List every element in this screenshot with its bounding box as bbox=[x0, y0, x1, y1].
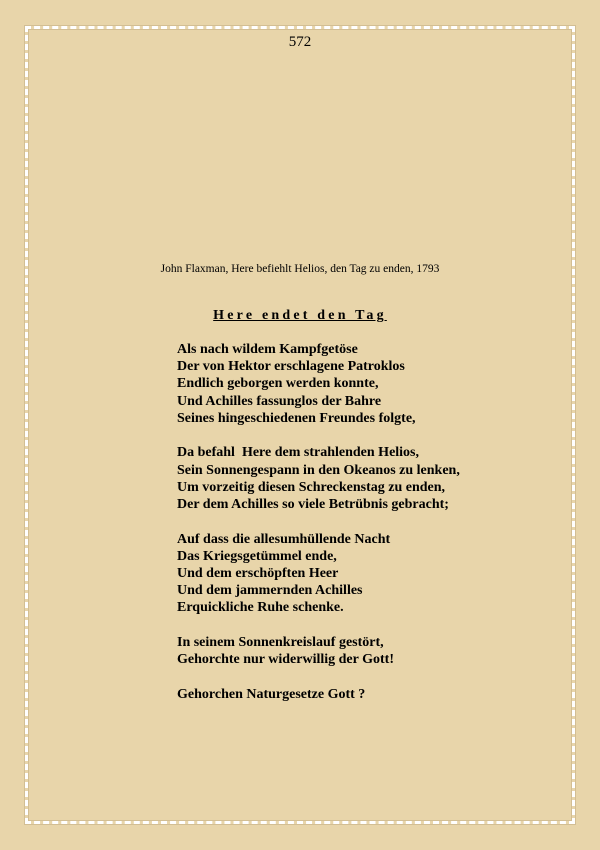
page-number: 572 bbox=[288, 34, 312, 50]
poem-line: In seinem Sonnenkreislauf gestört, bbox=[177, 635, 384, 651]
poem-line: Das Kriegsgetümmel ende, bbox=[177, 548, 337, 564]
image-caption: John Flaxman, Here befiehlt Helios, den Tag zu enden, 1793 bbox=[160, 263, 440, 275]
stanza-3 bbox=[177, 531, 460, 617]
poem-line: Um vorzeitig diesen Schreckenstag zu enden, bbox=[177, 479, 446, 495]
poem-line: Erquickliche Ruhe schenke. bbox=[177, 600, 344, 616]
poem-body bbox=[177, 341, 460, 720]
poem-line: Und dem erschöpften Heer bbox=[177, 566, 339, 582]
poem-line: Und Achilles fassunglos der Bahre bbox=[177, 393, 382, 409]
poem-line: Der dem Achilles so viele Betrübnis gebracht; bbox=[177, 497, 449, 513]
poem-line: Gehorchen Naturgesetze Gott ? bbox=[177, 686, 366, 702]
poem-line: Der von Hektor erschlagene Patroklos bbox=[177, 359, 405, 375]
stanza-5 bbox=[177, 686, 460, 703]
poem-line: Gehorchte nur widerwillig der Gott! bbox=[177, 652, 394, 668]
stanza-2 bbox=[177, 444, 460, 513]
poem-line: Da befahl Here dem strahlenden Helios, bbox=[177, 445, 420, 461]
poem-line: Auf dass die allesumhüllende Nacht bbox=[177, 531, 391, 547]
poem-line: Und dem jammernden Achilles bbox=[177, 583, 363, 599]
stanza-1 bbox=[177, 341, 460, 427]
poem-line: Sein Sonnengespann in den Okeanos zu lenken, bbox=[177, 462, 460, 478]
poem-title: Here endet den Tag bbox=[213, 308, 387, 323]
poem-line: Endlich geborgen werden konnte, bbox=[177, 376, 379, 392]
stanza-4 bbox=[177, 634, 460, 668]
poem-line: Seines hingeschiedenen Freundes folgte, bbox=[177, 410, 416, 426]
poem-line: Als nach wildem Kampfgetöse bbox=[177, 342, 358, 357]
